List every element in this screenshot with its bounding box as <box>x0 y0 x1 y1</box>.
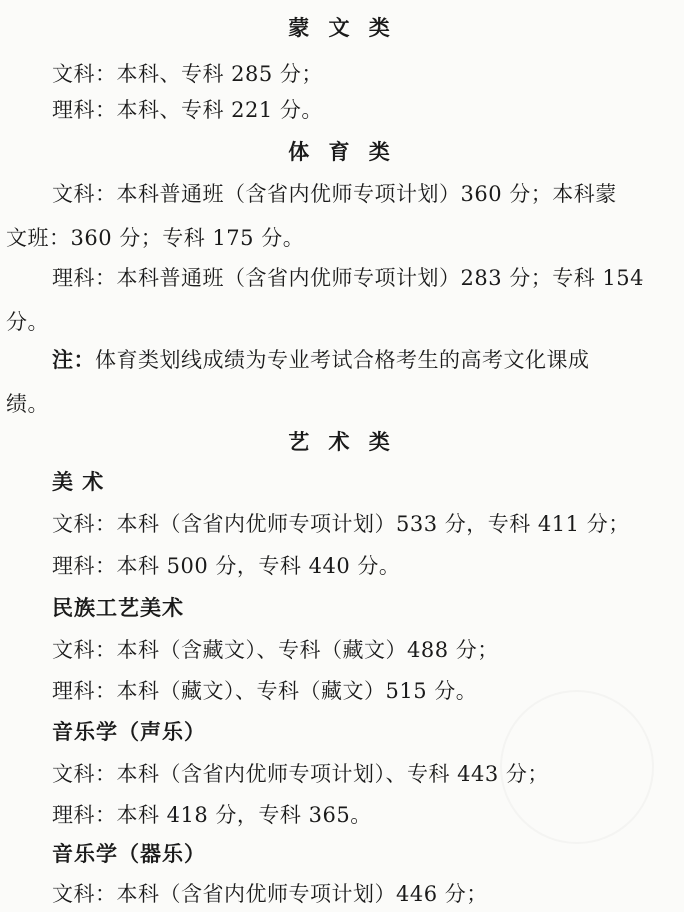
tiyu-li-line-1: 理科：本科普通班（含省内优师专项计划）283 分；专科 154 <box>52 266 645 290</box>
shengyue-wen-line: 文科：本科（含省内优师专项计划）、专科 443 分； <box>52 762 549 786</box>
minzu-li-line: 理科：本科（藏文）、专科（藏文）515 分。 <box>52 679 478 703</box>
subheading-qiyue: 音乐学（器乐） <box>52 841 206 866</box>
meng-li-line: 理科：本科、专科 221 分。 <box>52 98 323 122</box>
tiyu-li-line-2: 分。 <box>6 310 49 334</box>
meishu-li-line: 理科：本科 500 分，专科 440 分。 <box>52 554 401 578</box>
subheading-meishu: 美 术 <box>52 469 105 494</box>
section-heading-tiyu: 体 育 类 <box>288 139 396 164</box>
subheading-minzu: 民族工艺美术 <box>52 595 184 620</box>
shengyue-li-line: 理科：本科 418 分，专科 365。 <box>52 803 372 827</box>
subheading-shengyue: 音乐学（声乐） <box>52 719 206 744</box>
qiyue-wen-line: 文科：本科（含省内优师专项计划）446 分； <box>52 882 488 906</box>
note-text: 体育类划线成绩为专业考试合格考生的高考文化课成 <box>95 348 590 372</box>
meishu-wen-line: 文科：本科（含省内优师专项计划）533 分，专科 411 分； <box>52 512 630 536</box>
tiyu-note-line-1 <box>52 346 590 374</box>
tiyu-wen-line-2: 文班：360 分；专科 175 分。 <box>6 226 305 250</box>
section-heading-meng: 蒙 文 类 <box>288 15 396 40</box>
tiyu-note-line-2: 绩。 <box>6 392 49 416</box>
minzu-wen-line: 文科：本科（含藏文）、专科（藏文）488 分； <box>52 638 499 662</box>
meng-wen-line: 文科：本科、专科 285 分； <box>52 62 323 86</box>
tiyu-wen-line-1: 文科：本科普通班（含省内优师专项计划）360 分；本科蒙 <box>52 182 617 206</box>
note-label: 注： <box>52 347 95 372</box>
section-heading-yishu: 艺 术 类 <box>288 429 396 454</box>
